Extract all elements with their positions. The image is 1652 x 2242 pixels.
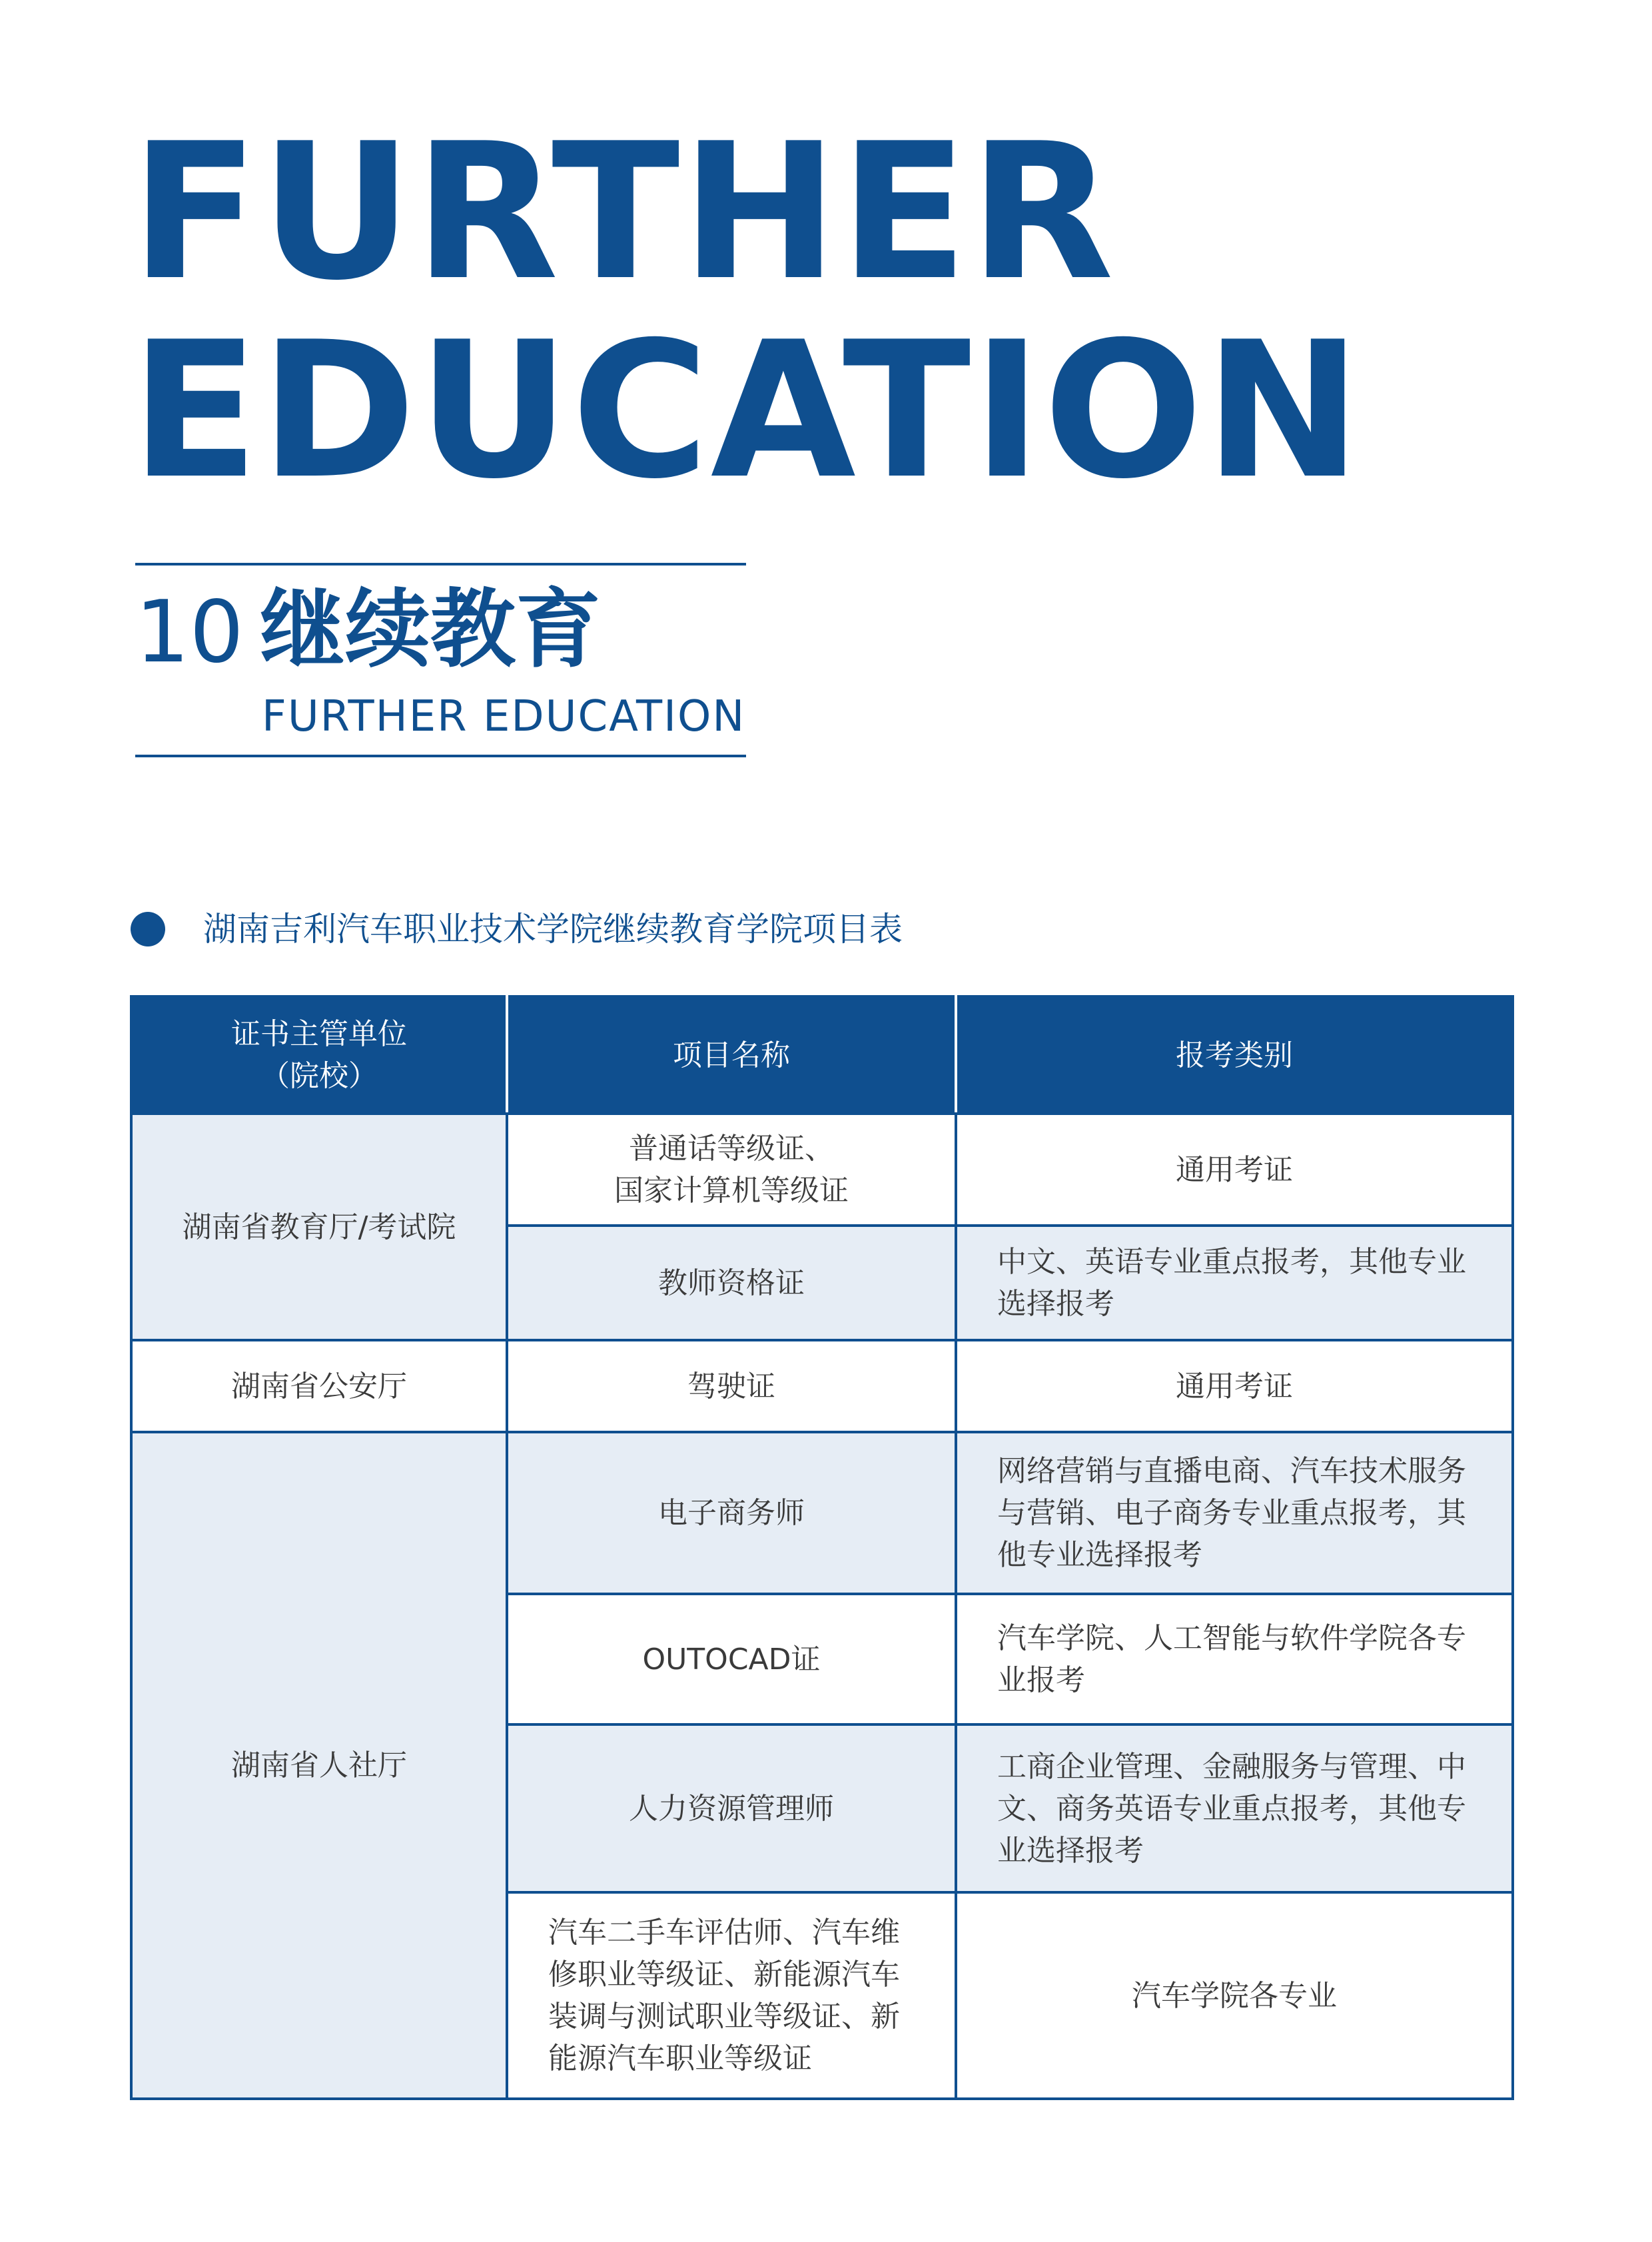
category-cell: 中文、英语专业重点报考，其他专业选择报考 — [956, 1226, 1513, 1340]
project-cell: 电子商务师 — [507, 1432, 956, 1594]
section-subtitle: FURTHER EDUCATION — [262, 692, 746, 741]
section-title: 继续教育 — [260, 580, 602, 679]
project-line: 国家计算机等级证 — [614, 1174, 849, 1208]
project-line: 普通话等级证、 — [629, 1132, 834, 1166]
category-cell: 通用考证 — [956, 1114, 1513, 1226]
table-row — [131, 1114, 1513, 1226]
header-unit-line-2: （院校） — [260, 1059, 378, 1093]
table-row — [131, 1432, 1513, 1594]
section-number: 10 — [135, 583, 244, 682]
table-header-row — [131, 996, 1513, 1114]
project-cell — [507, 1114, 956, 1226]
table-row — [131, 1340, 1513, 1432]
category-cell: 汽车学院、人工智能与软件学院各专业报考 — [956, 1594, 1513, 1724]
unit-cell: 湖南省教育厅/考试院 — [131, 1114, 507, 1340]
project-table — [130, 995, 1514, 2100]
header-project: 项目名称 — [507, 996, 956, 1114]
hero-title-line-2: EDUCATION — [131, 301, 1364, 520]
unit-cell: 湖南省公安厅 — [131, 1340, 507, 1432]
project-cell: 驾驶证 — [507, 1340, 956, 1432]
project-cell: 教师资格证 — [507, 1226, 956, 1340]
project-cell: OUTOCAD证 — [507, 1594, 956, 1724]
unit-cell: 湖南省人社厅 — [131, 1432, 507, 2099]
header-unit-line-1: 证书主管单位 — [231, 1017, 407, 1051]
category-cell: 工商企业管理、金融服务与管理、中文、商务英语专业重点报考，其他专业选择报考 — [956, 1724, 1513, 1892]
category-cell: 通用考证 — [956, 1340, 1513, 1432]
project-cell: 人力资源管理师 — [507, 1724, 956, 1892]
header-category: 报考类别 — [956, 996, 1513, 1114]
table-caption: 湖南吉利汽车职业技术学院继续教育学院项目表 — [203, 910, 903, 948]
hero-title-line-1: FURTHER — [131, 103, 1116, 322]
header-unit — [131, 996, 507, 1114]
category-cell: 汽车学院各专业 — [956, 1892, 1513, 2099]
bullet-dot — [131, 912, 165, 946]
project-cell: 汽车二手车评估师、汽车维修职业等级证、新能源汽车装调与测试职业等级证、新能源汽车职业等级证 — [507, 1892, 956, 2099]
section-rule-bottom — [135, 755, 746, 757]
category-cell: 网络营销与直播电商、汽车技术服务与营销、电子商务专业重点报考，其他专业选择报考 — [956, 1432, 1513, 1594]
section-rule-top — [135, 563, 746, 565]
hero-title — [131, 103, 1364, 520]
